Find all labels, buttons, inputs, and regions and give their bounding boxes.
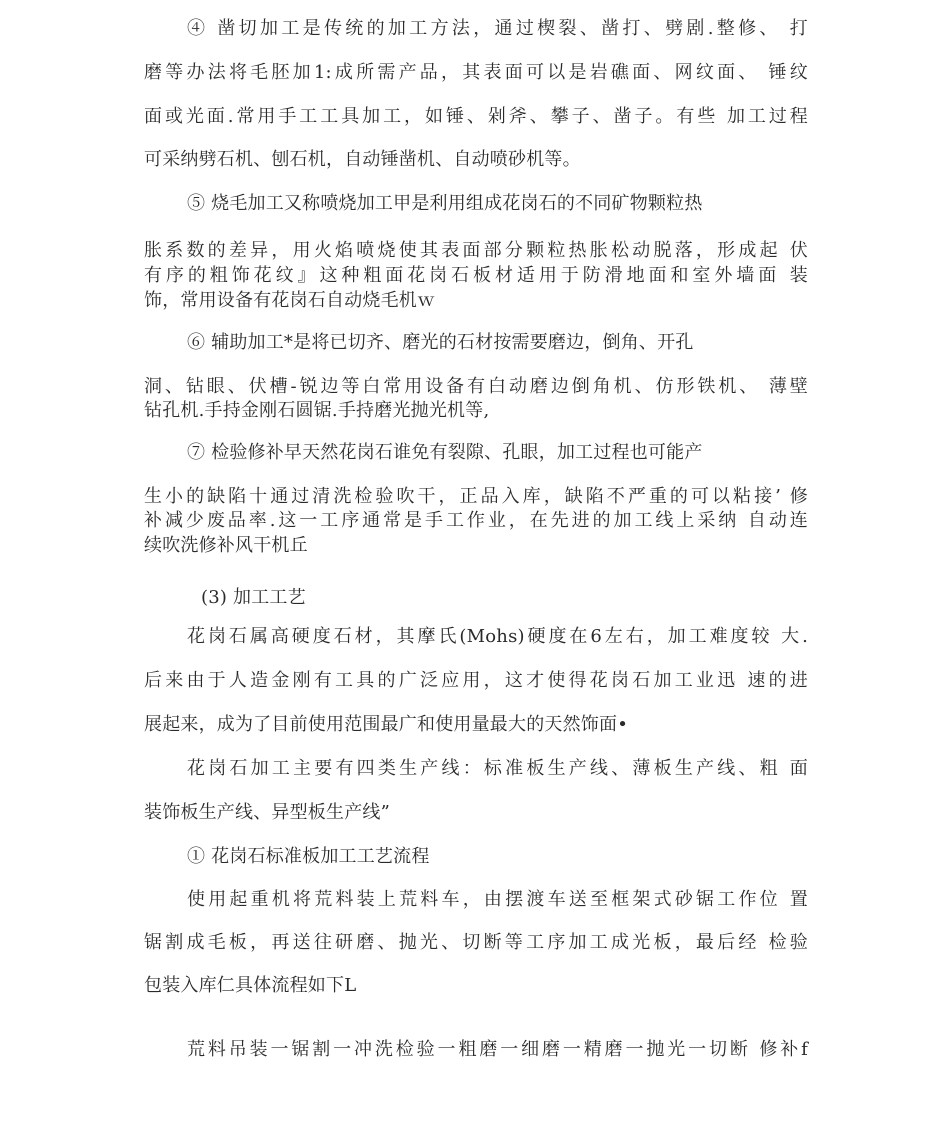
text-line: 锯割成毛板，再送往研磨、抛光、切断等工序加工成光板，最后经 检验 — [144, 932, 808, 953]
text-line: 有序的粗饰花纹』这种粗面花岗石板材适用于防滑地面和室外墙面 装 — [144, 265, 808, 286]
text-line: 包装入库仁具体流程如下L — [144, 975, 357, 996]
text-line: 钻孔机.手持金刚石圆锯.手持磨光抛光机等, — [144, 400, 490, 421]
text-line: 洞、钻眼、伏槽-锐边等白常用设备有白动磨边倒角机、仿形铁机、 薄壁 — [144, 376, 808, 397]
text-line: 胀系数的差异，用火焰喷烧使其表面部分颗粒热胀松动脱落，形成起 伏 — [144, 240, 808, 261]
text-line: 后来由于人造金刚有工具的广泛应用，这才使得花岗石加工业迅 速的进 — [144, 670, 808, 691]
text-line: 花岗石属高硬度石材，其摩氏(Mohs)硬度在6左右，加工难度较 大. — [187, 626, 808, 647]
text-line: ⑤ 烧毛加工又称喷烧加工甲是利用组成花岗石的不同矿物颗粒热 — [187, 193, 703, 214]
text-line: 磨等办法将毛胚加1:成所需产品，其表面可以是岩礁面、网纹面、 锤纹 — [144, 62, 808, 83]
text-line: 补减少废品率.这一工序通常是手工作业，在先进的加工线上采纳 自动连 — [144, 510, 808, 531]
text-line: 使用起重机将荒料装上荒料车，由摆渡车送至框架式砂锯工作位 置 — [187, 889, 808, 910]
text-line: 续吹洗修补风干机丘 — [144, 535, 308, 556]
text-line: 生小的缺陷十通过清洗检验吹干，正品入库，缺陷不严重的可以粘接’ 修 — [144, 486, 808, 507]
text-line: 可采纳劈石机、刨石机，自动锤凿机、自动喷砂机等。 — [144, 149, 581, 170]
process-flow-line: 荒料吊装一锯割一冲洗检验一粗磨一细磨一精磨一抛光一切断 修补f — [187, 1039, 808, 1060]
text-line: 装饰板生产线、异型板生产线” — [144, 802, 391, 823]
subsection-heading: ① 花岗石标准板加工工艺流程 — [187, 846, 430, 867]
text-line: ⑦ 检验修补早天然花岗石谁免有裂隙、孔眼，加工过程也可能产 — [187, 442, 703, 463]
text-line: 面或光面.常用手工工具加工，如锤、剁斧、攀子、凿子。有些 加工过程 — [144, 106, 808, 127]
text-line: 花岗石加工主要有四类生产线：标准板生产线、薄板生产线、粗 面 — [187, 758, 808, 779]
section-heading: (3) 加工工艺 — [201, 587, 306, 608]
text-line: ④ 凿切加工是传统的加工方法，通过楔裂、凿打、劈剧.整修、 打 — [187, 18, 808, 39]
text-line: 展起来，成为了目前使用范围最广和使用量最大的天然饰面• — [144, 714, 629, 735]
text-line: ⑥ 辅助加工*是将已切齐、磨光的石材按需要磨边，倒角、开孔 — [187, 332, 694, 353]
text-line: 饰，常用设备有花岗石自动烧毛机ｗ — [144, 290, 436, 311]
